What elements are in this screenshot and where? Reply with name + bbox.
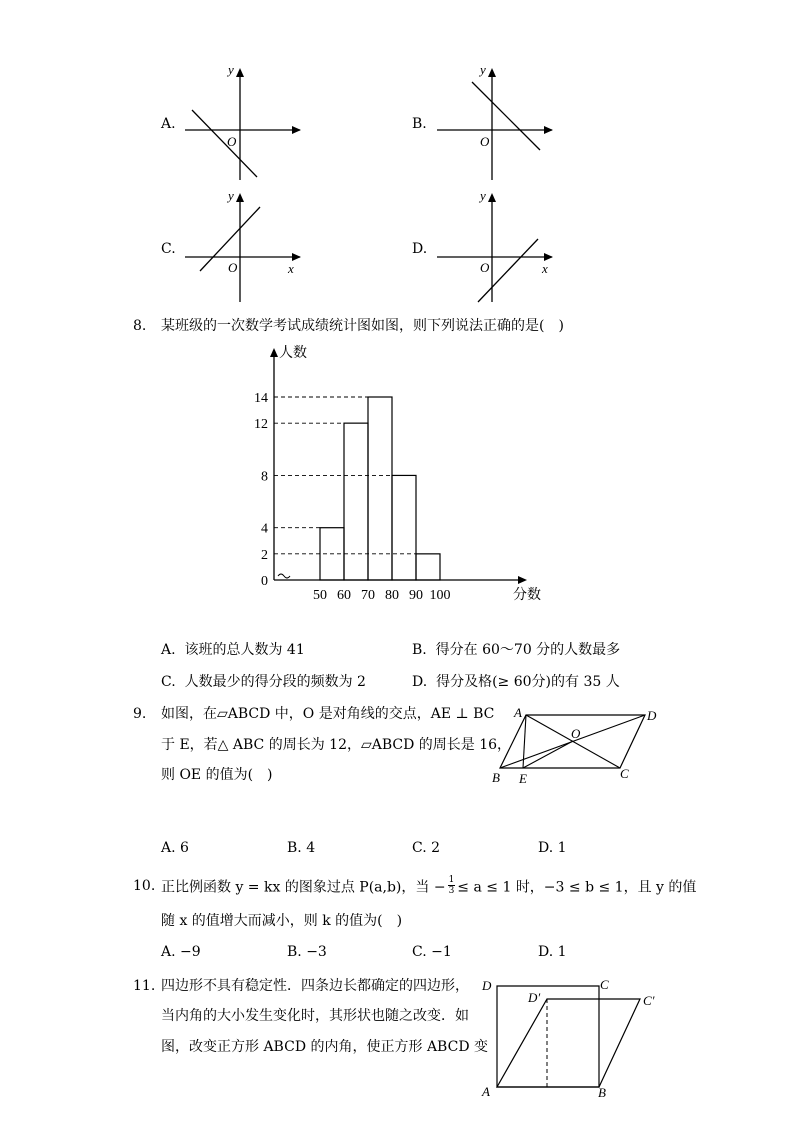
y-axis-arrow [236, 193, 244, 202]
altitude-ae [523, 715, 526, 768]
y-tick-label: 8 [261, 469, 268, 485]
question-line-2: 随 x 的值增大而减小，则 k 的值为( ) [161, 913, 403, 929]
origin-label: O [228, 260, 238, 275]
question-line-3: 则 OE 的值为( ) [161, 767, 273, 783]
point-b-label: B [492, 770, 500, 785]
option-c[interactable]: C. 人数最少的得分段的频数为 2 [161, 674, 366, 690]
point-cprime-label: C′ [643, 993, 655, 1008]
y-axis-arrow [236, 68, 244, 77]
x-label: x [288, 261, 294, 276]
y-tick-label: 12 [254, 417, 268, 433]
y-label: y [480, 188, 486, 203]
y-axis-arrow [488, 68, 496, 77]
function-line [192, 110, 257, 177]
fraction-denominator: 3 [448, 886, 455, 896]
option-b[interactable]: B. −3 [287, 944, 327, 960]
fraction-one-third [448, 875, 456, 896]
parallelogram-abcprime-dprime [497, 999, 640, 1087]
question-line-3: 图，改变正方形 ABCD 的内角，使正方形 ABCD 变 [161, 1039, 488, 1055]
option-c[interactable]: C. −1 [412, 944, 452, 960]
point-b-label: B [598, 1085, 606, 1100]
histogram-bar [416, 554, 440, 580]
question-number: 10. [133, 878, 156, 894]
histogram-bar [344, 423, 368, 580]
origin-label: O [480, 260, 490, 275]
question-line-2: 于 E，若△ ABC 的周长为 12，▱ABCD 的周长是 16， [161, 737, 512, 753]
question-number: 8. [133, 318, 147, 334]
option-a[interactable]: A. 6 [161, 840, 189, 856]
x-tick-label: 80 [385, 588, 399, 603]
point-c-label: C [620, 766, 629, 781]
line-1-part-b: ≤ a ≤ 1 时，−3 ≤ b ≤ 1，且 y 的值 [457, 879, 697, 896]
y-label: y [228, 188, 234, 203]
x-label: x [542, 261, 548, 276]
x-axis-arrow [292, 253, 301, 261]
point-e-label: E [519, 771, 527, 786]
y-tick-label: 14 [254, 391, 268, 406]
axis-break [278, 574, 290, 578]
x-axis-arrow [544, 253, 553, 261]
y-axis-arrow [270, 348, 278, 357]
point-d-label: D [647, 708, 657, 723]
y-tick-label: 0 [261, 574, 268, 589]
origin-label: O [227, 134, 237, 149]
histogram-bar [368, 397, 392, 580]
line-1-part-a: 正比例函数 y = kx 的图象过点 P(a,b)，当 − [161, 879, 446, 896]
question-line-1: 如图，在▱ABCD 中，O 是对角线的交点，AE ⊥ BC [161, 706, 495, 722]
question-line-2: 当内角的大小发生变化时，其形状也随之改变．如 [161, 1008, 469, 1024]
option-b[interactable]: B. 得分在 60～70 分的人数最多 [412, 642, 621, 658]
graph-a [180, 60, 310, 185]
square-abcd [497, 986, 599, 1087]
question-line-1 [161, 877, 696, 898]
histogram-chart [240, 340, 560, 610]
point-a-label: A [514, 705, 522, 720]
point-c-label: C [600, 977, 609, 992]
x-tick-label: 90 [409, 588, 423, 603]
x-tick-label: 50 [313, 588, 327, 603]
x-axis-arrow [518, 576, 527, 584]
histogram-bar [392, 475, 416, 580]
graph-c [180, 185, 310, 305]
parallelogram-figure [485, 700, 665, 790]
y-label: y [228, 62, 234, 77]
option-a[interactable]: A. −9 [161, 944, 201, 960]
point-d-label: D [482, 978, 492, 993]
y-label: y [480, 62, 486, 77]
y-axis-arrow [488, 193, 496, 202]
option-c[interactable]: C. 2 [412, 840, 441, 856]
fraction-numerator: 1 [448, 875, 455, 885]
option-d[interactable]: D. 1 [538, 944, 567, 960]
option-b[interactable]: B. 4 [287, 840, 316, 856]
option-d[interactable]: D. 得分及格(≥ 60分)的有 35 人 [412, 674, 620, 690]
option-label: D. [412, 241, 428, 257]
point-a-label: A [482, 1084, 490, 1099]
question-number: 9. [133, 706, 147, 722]
x-tick-label: 70 [361, 588, 375, 603]
x-tick-label: 60 [337, 588, 351, 603]
question-line-1: 四边形不具有稳定性．四条边长都确定的四边形， [161, 978, 469, 994]
x-tick-label: 100 [429, 588, 451, 603]
graph-d [432, 185, 562, 305]
option-label: C. [161, 241, 176, 257]
option-label: A. [161, 116, 176, 132]
question-number: 11. [133, 978, 156, 994]
option-a[interactable]: A. 该班的总人数为 41 [161, 642, 305, 658]
y-tick-label: 2 [261, 547, 268, 563]
x-axis-arrow [544, 126, 553, 134]
origin-label: O [480, 134, 490, 149]
point-dprime-label: D′ [528, 990, 541, 1005]
point-o-label: O [571, 726, 581, 741]
square-deformation-figure [475, 975, 665, 1110]
segment-oe [523, 741, 573, 768]
y-axis-title: 人数 [279, 346, 307, 361]
y-tick-label: 4 [261, 521, 268, 537]
option-label: B. [412, 116, 427, 132]
x-axis-title: 分数 [513, 588, 541, 603]
option-d[interactable]: D. 1 [538, 840, 567, 856]
question-stem: 某班级的一次数学考试成绩统计图如图，则下列说法正确的是( ) [161, 318, 564, 334]
graph-b [432, 60, 562, 185]
x-axis-arrow [292, 126, 301, 134]
